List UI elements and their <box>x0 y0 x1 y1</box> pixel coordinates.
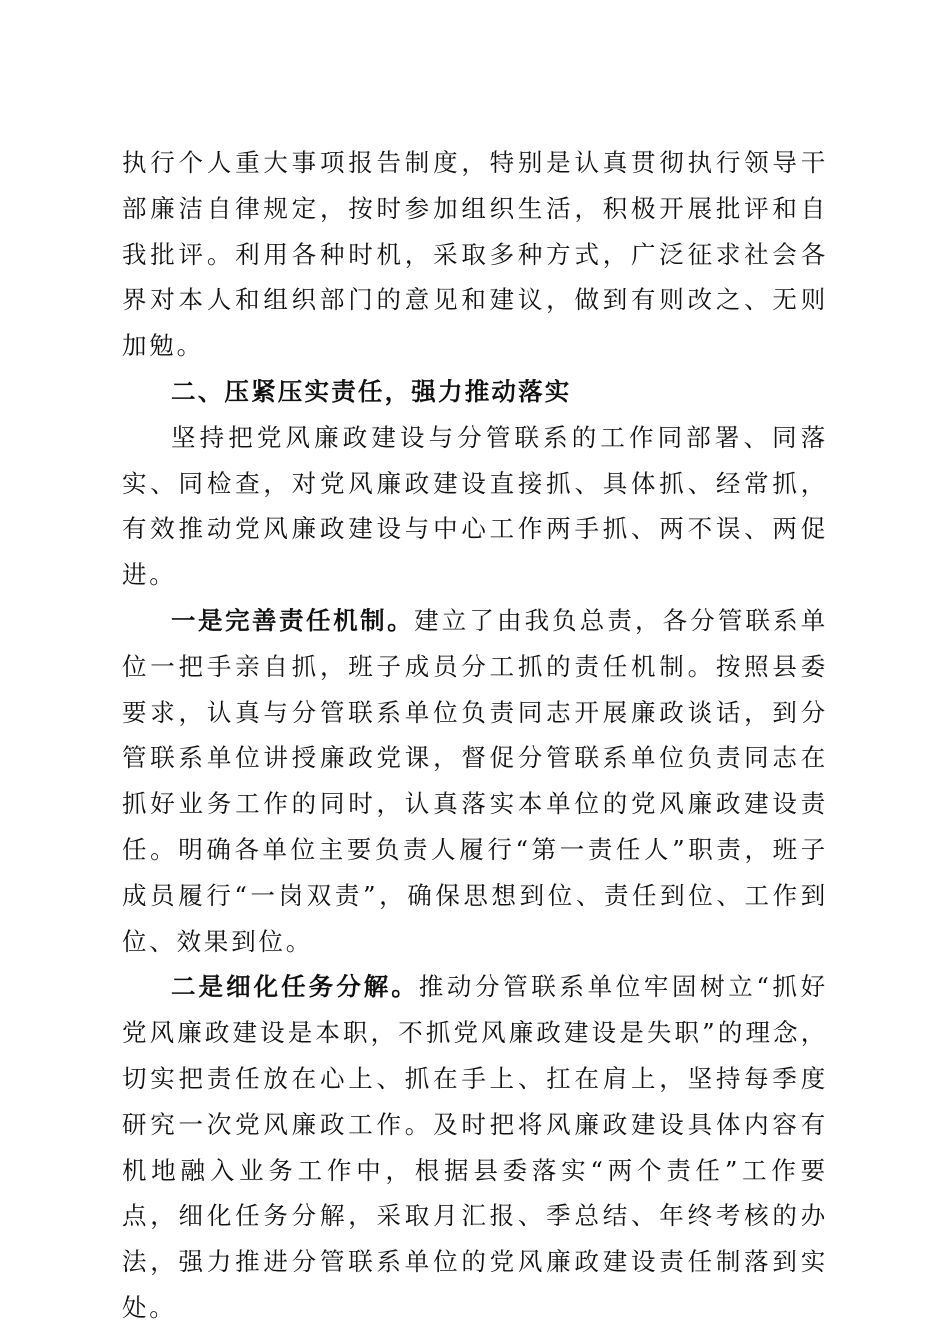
item-1-paragraph <box>122 598 828 964</box>
item-2-paragraph <box>122 964 828 1330</box>
item-1-body: 建立了由我负总责，各分管联系单位一把手亲自抓，班子成员分工抓的责任机制。按照县委要求，认真与分管联系单位负责同志开展廉政谈话，到分管联系单位讲授廉政党课，督促分管联系单位负责同志在抓好业务工作的同时，认真落实本单位的党风廉政建设责任。明确各单位主要负责人履行“第一责任人”职责，班子成员履行“一岗双责”，确保思想到位、责任到位、工作到位、效果到位。 <box>122 605 828 956</box>
item-2-body: 推动分管联系单位牢固树立“抓好党风廉政建设是本职，不抓党风廉政建设是失职”的理念，切实把责任放在心上、抓在手上、扛在肩上，坚持每季度研究一次党风廉政工作。及时把将风廉政建设具体内容有机地融入业务工作中，根据县委落实“两个责任”工作要点，细化任务分解，采取月汇报、季总结、年终考核的办法，强力推进分管联系单位的党风廉政建设责任制落到实处。 <box>122 972 828 1322</box>
item-2-lead: 二是细化任务分解。 <box>171 972 419 1002</box>
document-body <box>122 140 828 1331</box>
item-1-lead: 一是完善责任机制。 <box>171 605 415 635</box>
paragraph-continuation: 执行个人重大事项报告制度，特别是认真贯彻执行领导干部廉洁自律规定，按时参加组织生活，积极开展批评和自我批评。利用各种时机，采取多种方式，广泛征求社会各界对本人和组织部门的意见和建议，做到有则改之、无则加勉。 <box>122 148 828 361</box>
section-intro-paragraph: 坚持把党风廉政建设与分管联系的工作同部署、同落实、同检查，对党风廉政建设直接抓、具体抓、经常抓，有效推动党风廉政建设与中心工作两手抓、两不误、两促进。 <box>122 422 828 590</box>
section-heading: 二、压紧压实责任，强力推动落实 <box>171 376 572 406</box>
